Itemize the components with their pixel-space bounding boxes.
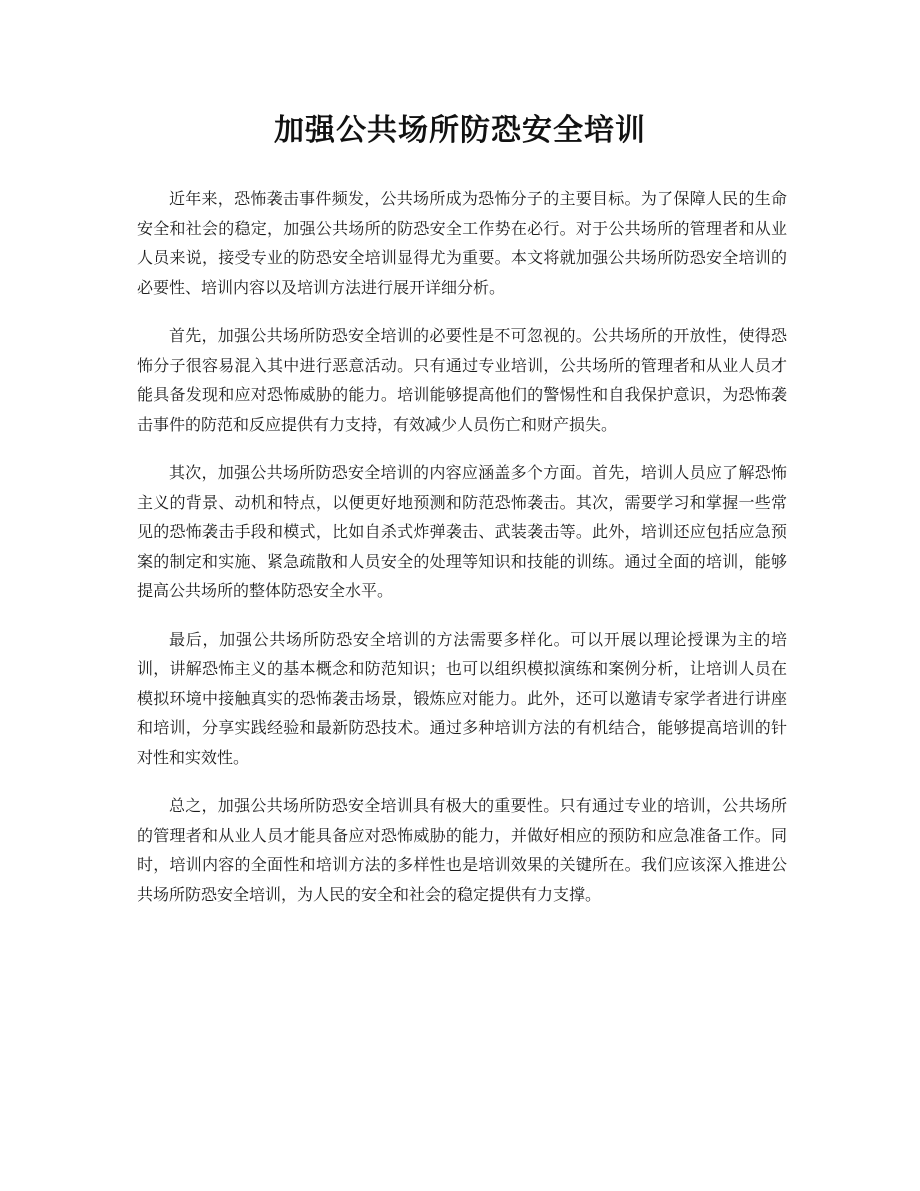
paragraph-necessity: 首先，加强公共场所防恐安全培训的必要性是不可忽视的。公共场所的开放性，使得恐怖分子很容易混入其中进行恶意活动。只有通过专业培训，公共场所的管理者和从业人员才能具备发现和应对恐怖威胁的能力。培训能够提高他们的警惕性和自我保护意识，为恐怖袭击事件的防范和反应提供有力支持，有效减少人员伤亡和财产损失。 [137,326,787,434]
paragraph-methods: 最后，加强公共场所防恐安全培训的方法需要多样化。可以开展以理论授课为主的培训，讲解恐怖主义的基本概念和防范知识；也可以组织模拟演练和案例分析，让培训人员在模拟环境中接触真实的恐怖袭击场景，锻炼应对能力。此外，还可以邀请专家学者进行讲座和培训，分享实践经验和最新防恐技术。通过多种培训方法的有机结合，能够提高培训的针对性和实效性。 [137,629,787,767]
paragraph-content: 其次，加强公共场所防恐安全培训的内容应涵盖多个方面。首先，培训人员应了解恐怖主义的背景、动机和特点，以便更好地预测和防范恐怖袭击。其次，需要学习和掌握一些常见的恐怖袭击手段和模式，比如自杀式炸弹袭击、武装袭击等。此外，培训还应包括应急预案的制定和实施、紧急疏散和人员安全的处理等知识和技能的训练。通过全面的培训，能够提高公共场所的整体防恐安全水平。 [137,463,787,600]
paragraph-intro: 近年来，恐怖袭击事件频发，公共场所成为恐怖分子的主要目标。为了保障人民的生命安全和社会的稳定，加强公共场所的防恐安全工作势在必行。对于公共场所的管理者和从业人员来说，接受专业的防恐安全培训显得尤为重要。本文将就加强公共场所防恐安全培训的必要性、培训内容以及培训方法进行展开详细分析。 [137,189,787,297]
document-title: 加强公共场所防恐安全培训 [274,113,646,148]
paragraph-conclusion: 总之，加强公共场所防恐安全培训具有极大的重要性。只有通过专业的培训，公共场所的管理者和从业人员才能具备应对恐怖威胁的能力，并做好相应的预防和应急准备工作。同时，培训内容的全面性和培训方法的多样性也是培训效果的关键所在。我们应该深入推进公共场所防恐安全培训，为人民的安全和社会的稳定提供有力支撑。 [137,796,787,904]
document-body [137,184,787,928]
